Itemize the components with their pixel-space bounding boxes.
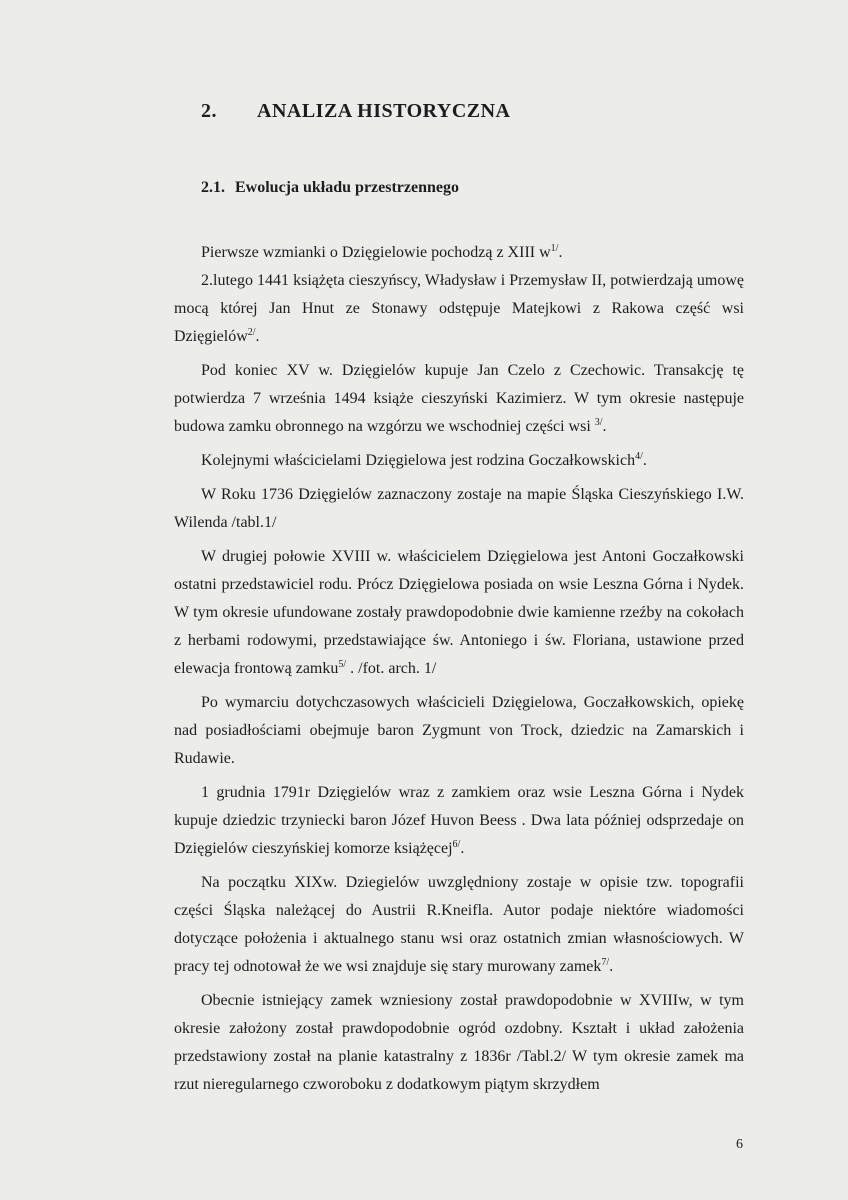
footnote-ref: 3/ [594, 417, 603, 428]
paragraph: Po wymarciu dotychczasowych właścicieli Dzięgielowa, Goczałkowskich, opiekę nad posiadłościami obejmuje baron Zygmunt von Trock, dziedzic na Zamarskich i Rudawie. [174, 694, 744, 767]
paragraph: Na początku XIXw. Dziegielów uwzględniony zostaje w opisie tzw. topografii części Śląska należącej do Austrii R.Kneifla. Autor podaje niektóre wiadomości dotyczące położenia i aktualnego stanu wsi oraz ostatnich zmian własnościowych. W pracy tej odnotował że we wsi znajduje się stary murowany zamek$^{7/}$. [174, 874, 744, 975]
footnote-ref: 1/ [550, 243, 559, 254]
footnote-ref: 7/ [601, 957, 610, 968]
page-content [174, 100, 744, 1105]
section-number: 2. [201, 100, 217, 122]
subsection-heading [201, 179, 744, 197]
paragraph: W drugiej połowie XVIII w. właścicielem Dzięgielowa jest Antoni Goczałkowski ostatni przedstawiciel rodu. Prócz Dzięgielowa posiada on wsie Leszna Górna i Nydek. W tym okresie ufundowane zostały prawdopodobnie dwie kamienne rzeźby na cokołach z herbami rodowymi, przedstawiające św. Antoniego i św. Floriana, ustawione przed elewacja frontową zamku$^{5/}$ . /fot. arch. 1/ [174, 548, 744, 677]
footnote-ref: 5/ [338, 659, 347, 670]
footnote-ref: 2/ [247, 327, 256, 338]
paragraph: Obecnie istniejący zamek wzniesiony został prawdopodobnie w XVIIIw, w tym okresie założony został prawdopodobnie ogród ozdobny. Kształt i układ założenia przedstawiony został na planie katastralny z 1836r /Tabl.2/ W tym okresie zamek ma rzut nieregularnego czworoboku z dodatkowym piątym skrzydłem [174, 992, 744, 1093]
paragraph: Pierwsze wzmianki o Dzięgielowie pochodzą z XIII $w^{1/}$. [201, 243, 563, 261]
paragraph: 2.lutego 1441 książęta cieszyńscy, Władysław i Przemysław II, potwierdzają umowę mocą której Jan Hnut ze Stonawy odstępuje Matejkowi z Rakowa część wsi Dzięgielów$^{2/}$. [174, 272, 744, 345]
paragraph: W Roku 1736 Dzięgielów zaznaczony zostaje na mapie Śląska Cieszyńskiego I.W. Wilenda /tabl.1/ [174, 486, 744, 531]
subsection-number: 2.1. [201, 179, 225, 196]
section-title: ANALIZA HISTORYCZNA [257, 100, 511, 122]
footnote-ref: 4/ [635, 451, 643, 462]
body-text [174, 239, 744, 1099]
section-heading [201, 100, 744, 123]
subsection-title: Ewolucja układu przestrzennego [235, 179, 459, 196]
paragraph: Kolejnymi właścicielami Dzięgielowa jest rodzina Goczałkowskich$^{4/}$. [201, 451, 647, 469]
footnote-ref: 6/ [452, 839, 461, 850]
paragraph: 1 grudnia 1791r Dzięgielów wraz z zamkiem oraz wsie Leszna Górna i Nydek kupuje dziedzic trzyniecki baron Józef Huvon Beess . Dwa lata później odsprzedaje on Dzięgielów cieszyńskiej komorze książęcej$^{6/}$. [174, 784, 744, 857]
paragraph: Pod koniec XV w. Dzięgielów kupuje Jan Czelo z Czechowic. Transakcję tę potwierdza 7 września 1494 książe cieszyński Kazimierz. W tym okresie następuje budowa zamku obronnego na wzgórzu we wschodniej części wsi $^{3/}$. [174, 362, 744, 435]
page-number: 6 [736, 1137, 743, 1152]
